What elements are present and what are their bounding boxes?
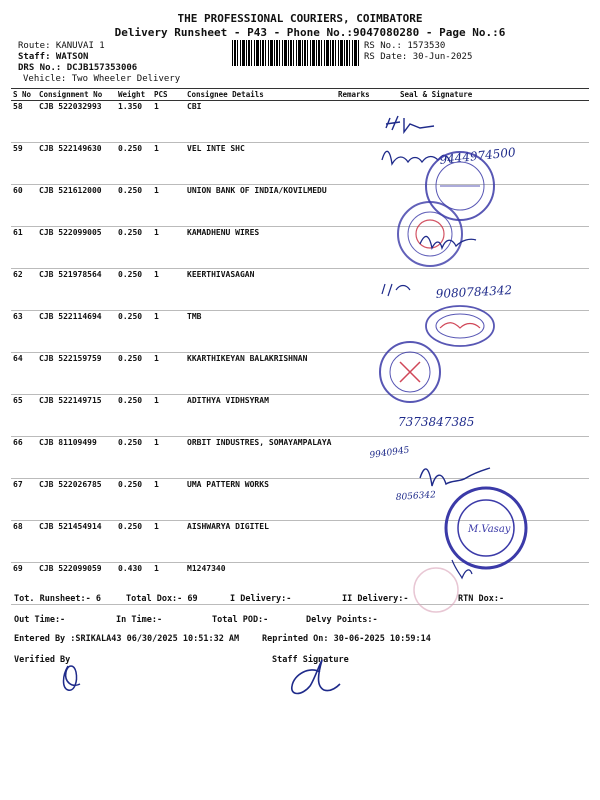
cell-seal-signature <box>374 353 589 395</box>
cell-sno: 58 <box>11 101 37 143</box>
cell-sno: 62 <box>11 269 37 311</box>
cell-consignment-no: CJB 522026785 <box>37 479 116 521</box>
phone-row59: 9444974500 <box>438 145 517 167</box>
cell-sno: 68 <box>11 521 37 563</box>
cell-weight: 1.350 <box>116 101 152 143</box>
staff-label: Staff: WATSON <box>18 52 89 62</box>
cell-pcs: 1 <box>152 479 185 521</box>
cell-pcs: 1 <box>152 227 185 269</box>
cell-remarks <box>336 311 374 353</box>
cell-remarks <box>336 395 374 437</box>
cell-sno: 69 <box>11 563 37 605</box>
tot-runsheet: Tot. Runsheet:- 6 <box>14 594 101 604</box>
cell-remarks <box>336 227 374 269</box>
out-time: Out Time:- <box>14 615 66 625</box>
cell-consignee: KAMADHENU WIRES <box>185 227 336 269</box>
cell-consignment-no: CJB 522149630 <box>37 143 116 185</box>
cell-sno: 65 <box>11 395 37 437</box>
barcode <box>232 40 360 66</box>
cell-sno: 64 <box>11 353 37 395</box>
cell-remarks <box>336 479 374 521</box>
cell-consignment-no: CJB 81109499 <box>37 437 116 479</box>
table-row <box>11 437 589 479</box>
cell-consignee: KEERTHIVASAGAN <box>185 269 336 311</box>
cell-seal-signature <box>374 311 589 353</box>
cell-consignment-no: CJB 522099005 <box>37 227 116 269</box>
table-row <box>11 479 589 521</box>
cell-remarks <box>336 437 374 479</box>
cell-seal-signature <box>374 101 589 143</box>
cell-consignee: KKARTHIKEYAN BALAKRISHNAN <box>185 353 336 395</box>
cell-weight: 0.430 <box>116 563 152 605</box>
header-remarks: Remarks <box>336 89 374 101</box>
cell-consignee: TMB <box>185 311 336 353</box>
cell-weight: 0.250 <box>116 269 152 311</box>
cell-pcs: 1 <box>152 353 185 395</box>
company-title: THE PROFESSIONAL COURIERS, COIMBATORE <box>177 12 423 25</box>
cell-remarks <box>336 143 374 185</box>
cell-pcs: 1 <box>152 521 185 563</box>
cell-weight: 0.250 <box>116 227 152 269</box>
cell-pcs: 1 <box>152 101 185 143</box>
cell-weight: 0.250 <box>116 353 152 395</box>
header-consignee: Consignee Details <box>185 89 336 101</box>
cell-sno: 59 <box>11 143 37 185</box>
cell-seal-signature <box>374 143 589 185</box>
cell-pcs: 1 <box>152 185 185 227</box>
cell-remarks <box>336 101 374 143</box>
cell-sno: 63 <box>11 311 37 353</box>
in-time: In Time:- <box>116 615 163 625</box>
entered-by: Entered By :SRIKALA43 06/30/2025 10:51:32 AM <box>14 634 240 644</box>
cell-pcs: 1 <box>152 269 185 311</box>
header-seal-signature: Seal & Signature <box>374 89 589 101</box>
verified-by-label: Verified By <box>14 655 71 665</box>
header-sno: S No <box>11 89 37 101</box>
cell-sno: 67 <box>11 479 37 521</box>
note-row66: 9940945 <box>369 445 411 461</box>
staff-signature <box>292 660 340 694</box>
drs-label: DRS No.: DCJB157353006 <box>18 63 138 73</box>
cell-consignee: ADITHYA VIDHSYRAM <box>185 395 336 437</box>
cell-consignment-no: CJB 521612000 <box>37 185 116 227</box>
ii-delivery: II Delivery:- <box>342 594 409 604</box>
phone-row62: 9080784342 <box>435 283 513 301</box>
cell-weight: 0.250 <box>116 479 152 521</box>
cell-consignee: VEL INTE SHC <box>185 143 336 185</box>
cell-consignment-no: CJB 521978564 <box>37 269 116 311</box>
cell-consignee: AISHWARYA DIGITEL <box>185 521 336 563</box>
table-row <box>11 101 589 143</box>
cell-weight: 0.250 <box>116 521 152 563</box>
rtn-dox: RTN Dox:- <box>458 594 505 604</box>
cell-weight: 0.250 <box>116 437 152 479</box>
cell-pcs: 1 <box>152 563 185 605</box>
cell-consignment-no: CJB 522032993 <box>37 101 116 143</box>
cell-pcs: 1 <box>152 143 185 185</box>
cell-pcs: 1 <box>152 395 185 437</box>
route-label: Route: KANUVAI 1 <box>18 41 105 51</box>
table-row <box>11 269 589 311</box>
table-header-row <box>11 89 589 101</box>
table-row <box>11 227 589 269</box>
cell-sno: 60 <box>11 185 37 227</box>
cell-pcs: 1 <box>152 311 185 353</box>
cell-consignment-no: CJB 522159759 <box>37 353 116 395</box>
table-row <box>11 185 589 227</box>
note-row67: 8056342 <box>395 490 437 503</box>
table-row <box>11 353 589 395</box>
cell-seal-signature <box>374 269 589 311</box>
cell-seal-signature <box>374 437 589 479</box>
cell-consignment-no: CJB 522099059 <box>37 563 116 605</box>
header-pcs: PCS <box>152 89 185 101</box>
cell-consignee: UNION BANK OF INDIA/KOVILMEDU <box>185 185 336 227</box>
cell-seal-signature <box>374 395 589 437</box>
runsheet-title: Delivery Runsheet - P43 - Phone No.:9047080280 - Page No.:6 <box>114 26 506 39</box>
cell-consignee: ORBIT INDUSTRES, SOMAYAMPALAYA <box>185 437 336 479</box>
cell-sno: 66 <box>11 437 37 479</box>
header-consignment: Consignment No <box>37 89 116 101</box>
cell-weight: 0.250 <box>116 185 152 227</box>
delvy-points: Delvy Points:- <box>306 615 378 625</box>
cell-remarks <box>336 185 374 227</box>
header-weight: Weight <box>116 89 152 101</box>
stamp-row68-text: M.Vasay <box>468 524 511 535</box>
cell-consignment-no: CJB 521454914 <box>37 521 116 563</box>
cell-consignment-no: CJB 522114694 <box>37 311 116 353</box>
cell-weight: 0.250 <box>116 143 152 185</box>
staff-signature-label: Staff Signature <box>272 655 349 665</box>
rs-number: RS No.: 1573530 <box>364 41 446 51</box>
rs-date: RS Date: 30-Jun-2025 <box>364 52 473 62</box>
phone-row65: 7373847385 <box>398 415 475 429</box>
i-delivery: I Delivery:- <box>230 594 292 604</box>
table-row <box>11 521 589 563</box>
cell-seal-signature <box>374 479 589 521</box>
table-row <box>11 395 589 437</box>
cell-consignee: M1247340 <box>185 563 336 605</box>
consignment-table <box>11 88 589 605</box>
cell-consignee: UMA PATTERN WORKS <box>185 479 336 521</box>
cell-seal-signature <box>374 185 589 227</box>
table-row <box>11 311 589 353</box>
cell-sno: 61 <box>11 227 37 269</box>
cell-pcs: 1 <box>152 437 185 479</box>
verified-signature <box>64 666 81 690</box>
cell-remarks <box>336 353 374 395</box>
table-row <box>11 143 589 185</box>
cell-seal-signature <box>374 227 589 269</box>
reprinted-on: Reprinted On: 30-06-2025 10:59:14 <box>262 634 431 644</box>
cell-consignment-no: CJB 522149715 <box>37 395 116 437</box>
vehicle-label: Vehicle: Two Wheeler Delivery <box>23 74 181 84</box>
total-pod: Total POD:- <box>212 615 269 625</box>
cell-weight: 0.250 <box>116 395 152 437</box>
total-dox: Total Dox:- 69 <box>126 594 198 604</box>
cell-remarks <box>336 521 374 563</box>
cell-consignee: CBI <box>185 101 336 143</box>
cell-seal-signature <box>374 521 589 563</box>
cell-weight: 0.250 <box>116 311 152 353</box>
cell-remarks <box>336 269 374 311</box>
